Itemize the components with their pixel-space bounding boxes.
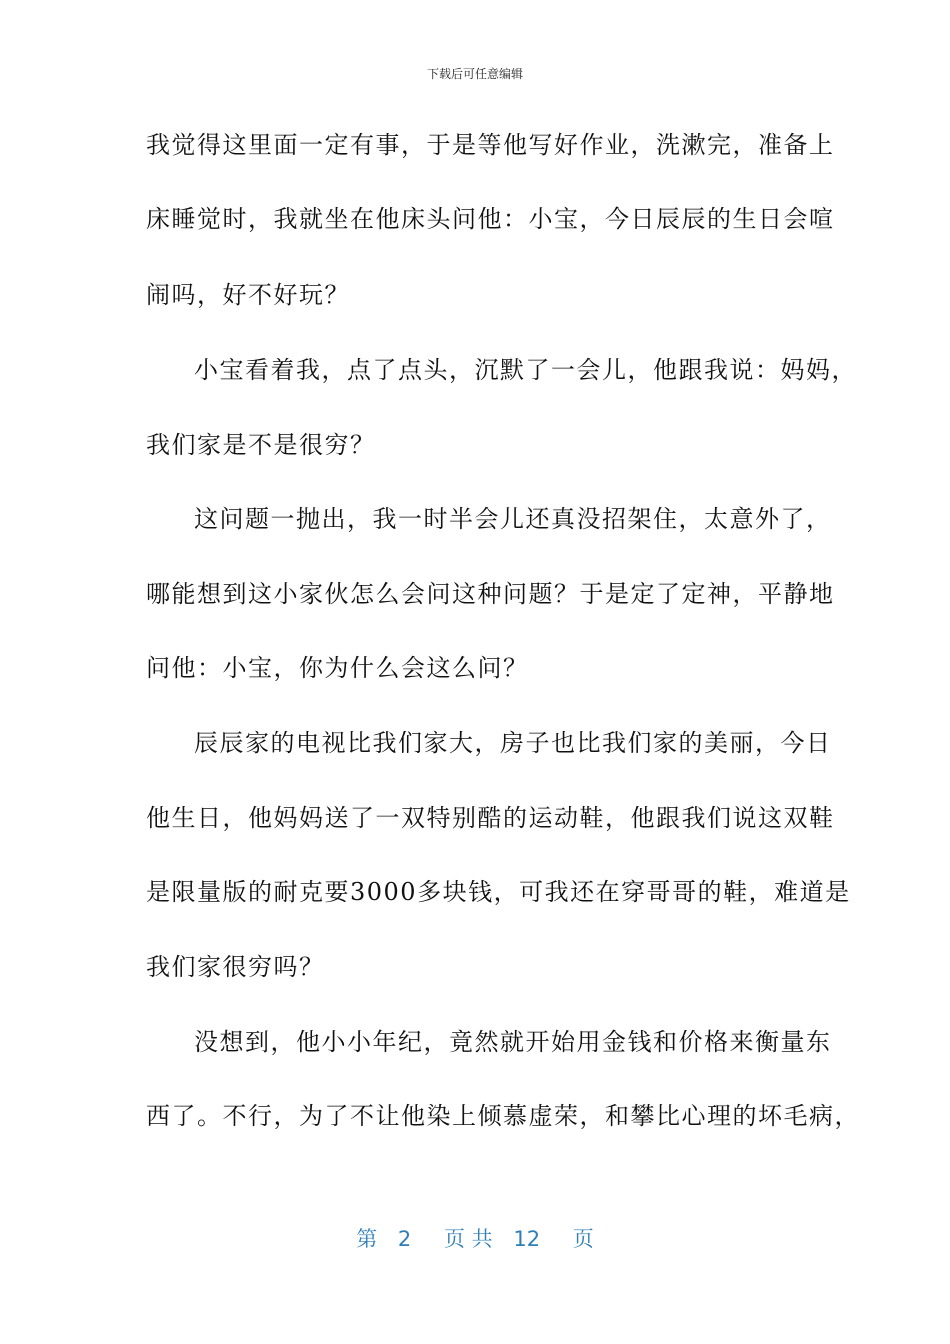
paragraph-line: 我觉得这里面一定有事，于是等他写好作业，洗漱完，准备上 [146,131,835,159]
paragraph-line: 辰辰家的电视比我们家大，房子也比我们家的美丽，今日 [194,729,832,757]
paragraph-line: 是限量版的耐克要3000多块钱，可我还在穿哥哥的鞋，难道是 [146,878,851,906]
paragraph-line: 问他：小宝，你为什么会这么问？ [146,654,529,682]
paragraph-line: 西了。不行，为了不让他染上倾慕虚荣，和攀比心理的坏毛病， [146,1102,860,1130]
page-prefix: 第 [356,1227,378,1251]
page-suffix: 页 [572,1227,594,1251]
page-footer [0,1225,950,1253]
current-page-number: 2 [397,1227,412,1251]
paragraph-line: 哪能想到这小家伙怎么会问这种问题？于是定了定神，平静地 [146,580,835,608]
paragraph-line: 没想到，他小小年纪，竟然就开始用金钱和价格来衡量东 [194,1028,832,1056]
paragraph-line: 小宝看着我，点了点头，沉默了一会儿，他跟我说：妈妈， [194,356,857,384]
paragraph-line: 我们家很穷吗？ [146,953,325,981]
total-pages-number: 12 [513,1227,541,1251]
paragraph-line: 床睡觉时，我就坐在他床头问他：小宝，今日辰辰的生日会喧 [146,205,835,233]
paragraph-line: 这问题一抛出，我一时半会儿还真没招架住，太意外了， [194,505,832,533]
paragraph-line: 他生日，他妈妈送了一双特别酷的运动鞋，他跟我们说这双鞋 [146,804,835,832]
page-header: 下载后可任意编辑 [426,67,523,81]
paragraph-line: 闹吗，好不好玩？ [146,281,350,309]
page-mid-text: 页 共 [443,1227,493,1251]
paragraph-line: 我们家是不是很穷？ [146,431,376,459]
